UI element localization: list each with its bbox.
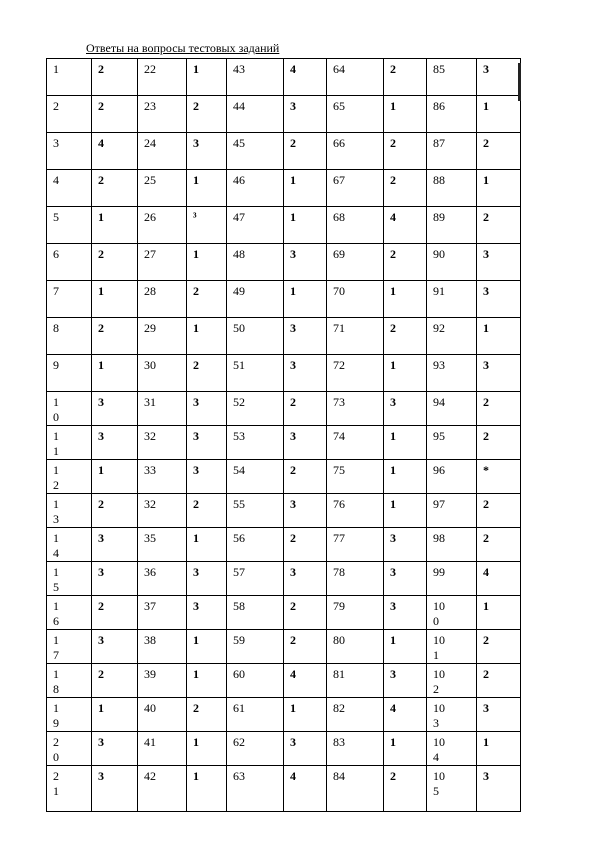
question-number-cell: 89 bbox=[427, 207, 477, 244]
table-row bbox=[47, 766, 521, 812]
question-number-cell: 87 bbox=[427, 133, 477, 170]
question-number-cell: 78 bbox=[327, 562, 384, 596]
table-row bbox=[47, 281, 521, 318]
question-number-cell: 55 bbox=[227, 494, 284, 528]
question-number-cell: 1 5 bbox=[47, 562, 92, 596]
table-row bbox=[47, 392, 521, 426]
answer-cell: 2 bbox=[92, 244, 138, 281]
question-number-cell: 36 bbox=[138, 562, 187, 596]
answer-cell: 3 bbox=[384, 596, 427, 630]
answer-cell: 1 bbox=[477, 732, 521, 766]
answer-cell: 1 bbox=[384, 96, 427, 133]
table-row bbox=[47, 207, 521, 244]
answer-cell: 3 bbox=[284, 96, 327, 133]
question-number-cell: 1 bbox=[47, 59, 92, 96]
answer-cell: 1 bbox=[92, 355, 138, 392]
answer-cell: 2 bbox=[187, 494, 227, 528]
question-number-cell: 45 bbox=[227, 133, 284, 170]
answer-cell: 1 bbox=[187, 318, 227, 355]
question-number-cell: 46 bbox=[227, 170, 284, 207]
question-number-cell: 44 bbox=[227, 96, 284, 133]
question-number-cell: 41 bbox=[138, 732, 187, 766]
question-number-cell: 68 bbox=[327, 207, 384, 244]
answer-cell: 3 bbox=[477, 59, 521, 96]
answer-cell: 3 bbox=[92, 562, 138, 596]
answer-cell: 2 bbox=[92, 96, 138, 133]
answer-cell: 3 bbox=[284, 318, 327, 355]
question-number-cell: 7 bbox=[47, 281, 92, 318]
answer-cell: 3 bbox=[384, 664, 427, 698]
answer-cell: 3 bbox=[477, 281, 521, 318]
answer-cell: 3 bbox=[284, 426, 327, 460]
question-number-cell: 73 bbox=[327, 392, 384, 426]
answer-cell: 3 bbox=[187, 133, 227, 170]
question-number-cell: 99 bbox=[427, 562, 477, 596]
answer-cell: 3 bbox=[477, 355, 521, 392]
question-number-cell: 1 3 bbox=[47, 494, 92, 528]
answer-cell: 3 bbox=[384, 528, 427, 562]
answer-cell: 4 bbox=[92, 133, 138, 170]
question-number-cell: 2 bbox=[47, 96, 92, 133]
table-row bbox=[47, 460, 521, 494]
question-number-cell: 60 bbox=[227, 664, 284, 698]
answer-cell: 1 bbox=[187, 766, 227, 812]
table-row bbox=[47, 494, 521, 528]
answer-cell: 3 bbox=[92, 426, 138, 460]
answer-cell: 1 bbox=[284, 698, 327, 732]
answer-cell: 3 bbox=[477, 766, 521, 812]
question-number-cell: 24 bbox=[138, 133, 187, 170]
answer-cell: 2 bbox=[187, 96, 227, 133]
question-number-cell: 79 bbox=[327, 596, 384, 630]
question-number-cell: 56 bbox=[227, 528, 284, 562]
table-row bbox=[47, 426, 521, 460]
answer-cell: 1 bbox=[92, 698, 138, 732]
question-number-cell: 97 bbox=[427, 494, 477, 528]
question-number-cell: 6 bbox=[47, 244, 92, 281]
table-row bbox=[47, 355, 521, 392]
answer-cell: 3 bbox=[284, 562, 327, 596]
question-number-cell: 8 bbox=[47, 318, 92, 355]
answer-cell: 2 bbox=[477, 207, 521, 244]
answer-cell: 2 bbox=[477, 528, 521, 562]
answer-cell: 1 bbox=[477, 170, 521, 207]
table-row bbox=[47, 59, 521, 96]
answer-cell: 1 bbox=[384, 460, 427, 494]
question-number-cell: 1 6 bbox=[47, 596, 92, 630]
question-number-cell: 50 bbox=[227, 318, 284, 355]
question-number-cell: 42 bbox=[138, 766, 187, 812]
question-number-cell: 70 bbox=[327, 281, 384, 318]
answer-cell: 2 bbox=[477, 664, 521, 698]
answer-cell: 2 bbox=[384, 170, 427, 207]
answer-cell: 2 bbox=[92, 664, 138, 698]
table-row bbox=[47, 318, 521, 355]
answer-cell: 4 bbox=[384, 698, 427, 732]
answer-cell: 2 bbox=[477, 426, 521, 460]
table-row bbox=[47, 96, 521, 133]
answer-cell: 3 bbox=[92, 392, 138, 426]
question-number-cell: 84 bbox=[327, 766, 384, 812]
question-number-cell: 71 bbox=[327, 318, 384, 355]
question-number-cell: 80 bbox=[327, 630, 384, 664]
answer-cell: 2 bbox=[384, 766, 427, 812]
answer-cell: 4 bbox=[384, 207, 427, 244]
question-number-cell: 59 bbox=[227, 630, 284, 664]
question-number-cell: 91 bbox=[427, 281, 477, 318]
question-number-cell: 61 bbox=[227, 698, 284, 732]
question-number-cell: 66 bbox=[327, 133, 384, 170]
question-number-cell: 49 bbox=[227, 281, 284, 318]
answer-cell: 2 bbox=[284, 528, 327, 562]
question-number-cell: 83 bbox=[327, 732, 384, 766]
answer-cell: 3 bbox=[92, 528, 138, 562]
question-number-cell: 62 bbox=[227, 732, 284, 766]
question-number-cell: 37 bbox=[138, 596, 187, 630]
table-row bbox=[47, 664, 521, 698]
question-number-cell: 39 bbox=[138, 664, 187, 698]
answer-cell: 3 bbox=[477, 698, 521, 732]
answer-cell: 1 bbox=[384, 630, 427, 664]
answer-cell: 1 bbox=[284, 170, 327, 207]
answer-cell: 2 bbox=[384, 59, 427, 96]
table-row bbox=[47, 698, 521, 732]
answer-cell: 2 bbox=[284, 630, 327, 664]
answer-cell: 3 bbox=[187, 460, 227, 494]
table-row bbox=[47, 596, 521, 630]
answer-cell: 2 bbox=[477, 494, 521, 528]
answer-cell: 3 bbox=[187, 596, 227, 630]
question-number-cell: 28 bbox=[138, 281, 187, 318]
answer-cell: 1 bbox=[187, 59, 227, 96]
answer-cell: 1 bbox=[384, 355, 427, 392]
question-number-cell: 30 bbox=[138, 355, 187, 392]
question-number-cell: 40 bbox=[138, 698, 187, 732]
answer-cell: 1 bbox=[187, 630, 227, 664]
question-number-cell: 32 bbox=[138, 494, 187, 528]
question-number-cell: 58 bbox=[227, 596, 284, 630]
answer-cell: 1 bbox=[92, 460, 138, 494]
question-number-cell: 48 bbox=[227, 244, 284, 281]
question-number-cell: 82 bbox=[327, 698, 384, 732]
question-number-cell: 52 bbox=[227, 392, 284, 426]
answer-cell: 2 bbox=[477, 133, 521, 170]
question-number-cell: 10 2 bbox=[427, 664, 477, 698]
answer-cell: 4 bbox=[284, 59, 327, 96]
answer-cell: 1 bbox=[92, 281, 138, 318]
answer-cell: 3 bbox=[284, 244, 327, 281]
question-number-cell: 75 bbox=[327, 460, 384, 494]
question-number-cell: 98 bbox=[427, 528, 477, 562]
answer-cell: 3 bbox=[187, 562, 227, 596]
answer-cell: 1 bbox=[384, 426, 427, 460]
answer-cell: 1 bbox=[477, 96, 521, 133]
answer-cell: 2 bbox=[384, 244, 427, 281]
question-number-cell: 54 bbox=[227, 460, 284, 494]
question-number-cell: 2 0 bbox=[47, 732, 92, 766]
answer-cell: * bbox=[477, 460, 521, 494]
answer-cell: 1 bbox=[284, 207, 327, 244]
question-number-cell: 9 bbox=[47, 355, 92, 392]
question-number-cell: 90 bbox=[427, 244, 477, 281]
table-row bbox=[47, 732, 521, 766]
answer-cell: 2 bbox=[187, 355, 227, 392]
answer-cell: 1 bbox=[92, 207, 138, 244]
answer-cell: 1 bbox=[187, 244, 227, 281]
table-row bbox=[47, 562, 521, 596]
answer-cell: 3 bbox=[284, 494, 327, 528]
question-number-cell: 92 bbox=[427, 318, 477, 355]
answer-cell: 3 bbox=[284, 355, 327, 392]
question-number-cell: 77 bbox=[327, 528, 384, 562]
question-number-cell: 65 bbox=[327, 96, 384, 133]
question-number-cell: 1 0 bbox=[47, 392, 92, 426]
question-number-cell: 47 bbox=[227, 207, 284, 244]
answer-cell: 2 bbox=[384, 133, 427, 170]
answer-cell: ³ bbox=[187, 207, 227, 244]
answer-cell: 2 bbox=[284, 392, 327, 426]
answer-cell: 3 bbox=[284, 732, 327, 766]
answer-cell: 3 bbox=[384, 562, 427, 596]
answer-cell: 1 bbox=[187, 732, 227, 766]
question-number-cell: 5 bbox=[47, 207, 92, 244]
answer-cell: 1 bbox=[187, 528, 227, 562]
answer-cell: 3 bbox=[384, 392, 427, 426]
question-number-cell: 31 bbox=[138, 392, 187, 426]
question-number-cell: 85 bbox=[427, 59, 477, 96]
answer-cell: 1 bbox=[384, 494, 427, 528]
question-number-cell: 64 bbox=[327, 59, 384, 96]
answer-cell: 2 bbox=[92, 318, 138, 355]
answer-cell: 2 bbox=[477, 392, 521, 426]
question-number-cell: 51 bbox=[227, 355, 284, 392]
answer-cell: 3 bbox=[187, 392, 227, 426]
answer-cell: 3 bbox=[187, 426, 227, 460]
question-number-cell: 74 bbox=[327, 426, 384, 460]
answer-cell: 2 bbox=[92, 59, 138, 96]
answer-cell: 2 bbox=[284, 460, 327, 494]
question-number-cell: 86 bbox=[427, 96, 477, 133]
question-number-cell: 10 0 bbox=[427, 596, 477, 630]
answer-cell: 2 bbox=[384, 318, 427, 355]
answer-cell: 4 bbox=[284, 766, 327, 812]
question-number-cell: 3 bbox=[47, 133, 92, 170]
question-number-cell: 88 bbox=[427, 170, 477, 207]
answer-cell: 2 bbox=[92, 494, 138, 528]
table-row bbox=[47, 528, 521, 562]
question-number-cell: 63 bbox=[227, 766, 284, 812]
question-number-cell: 1 7 bbox=[47, 630, 92, 664]
question-number-cell: 69 bbox=[327, 244, 384, 281]
question-number-cell: 72 bbox=[327, 355, 384, 392]
question-number-cell: 43 bbox=[227, 59, 284, 96]
table-row bbox=[47, 170, 521, 207]
question-number-cell: 1 8 bbox=[47, 664, 92, 698]
answer-cell: 1 bbox=[284, 281, 327, 318]
question-number-cell: 22 bbox=[138, 59, 187, 96]
answer-cell: 2 bbox=[477, 630, 521, 664]
answer-cell: 2 bbox=[92, 170, 138, 207]
question-number-cell: 25 bbox=[138, 170, 187, 207]
question-number-cell: 1 1 bbox=[47, 426, 92, 460]
question-number-cell: 33 bbox=[138, 460, 187, 494]
table-row bbox=[47, 133, 521, 170]
answer-cell: 2 bbox=[284, 596, 327, 630]
answer-cell: 1 bbox=[187, 170, 227, 207]
page-title: Ответы на вопросы тестовых заданий bbox=[86, 41, 280, 55]
answer-cell: 2 bbox=[187, 698, 227, 732]
question-number-cell: 29 bbox=[138, 318, 187, 355]
question-number-cell: 35 bbox=[138, 528, 187, 562]
table-row bbox=[47, 630, 521, 664]
answer-cell: 1 bbox=[384, 281, 427, 318]
question-number-cell: 57 bbox=[227, 562, 284, 596]
question-number-cell: 1 4 bbox=[47, 528, 92, 562]
answers-table bbox=[46, 58, 521, 812]
question-number-cell: 94 bbox=[427, 392, 477, 426]
question-number-cell: 38 bbox=[138, 630, 187, 664]
answer-cell: 1 bbox=[187, 664, 227, 698]
question-number-cell: 10 3 bbox=[427, 698, 477, 732]
table-row bbox=[47, 244, 521, 281]
question-number-cell: 81 bbox=[327, 664, 384, 698]
answers-table-body bbox=[47, 59, 521, 812]
question-number-cell: 1 9 bbox=[47, 698, 92, 732]
question-number-cell: 93 bbox=[427, 355, 477, 392]
answer-cell: 3 bbox=[92, 630, 138, 664]
question-number-cell: 76 bbox=[327, 494, 384, 528]
question-number-cell: 96 bbox=[427, 460, 477, 494]
question-number-cell: 2 1 bbox=[47, 766, 92, 812]
answer-cell: 1 bbox=[477, 318, 521, 355]
answer-cell: 2 bbox=[284, 133, 327, 170]
question-number-cell: 95 bbox=[427, 426, 477, 460]
question-number-cell: 27 bbox=[138, 244, 187, 281]
question-number-cell: 10 4 bbox=[427, 732, 477, 766]
answer-cell: 3 bbox=[92, 732, 138, 766]
answer-cell: 3 bbox=[92, 766, 138, 812]
question-number-cell: 10 1 bbox=[427, 630, 477, 664]
question-number-cell: 23 bbox=[138, 96, 187, 133]
question-number-cell: 67 bbox=[327, 170, 384, 207]
question-number-cell: 4 bbox=[47, 170, 92, 207]
answer-cell: 1 bbox=[384, 732, 427, 766]
question-number-cell: 53 bbox=[227, 426, 284, 460]
answer-cell: 1 bbox=[477, 596, 521, 630]
question-number-cell: 1 2 bbox=[47, 460, 92, 494]
answer-cell: 2 bbox=[187, 281, 227, 318]
question-number-cell: 32 bbox=[138, 426, 187, 460]
answer-cell: 4 bbox=[284, 664, 327, 698]
answer-cell: 3 bbox=[477, 244, 521, 281]
answer-cell: 4 bbox=[477, 562, 521, 596]
page-edge-mark bbox=[518, 63, 521, 101]
answer-cell: 2 bbox=[92, 596, 138, 630]
question-number-cell: 26 bbox=[138, 207, 187, 244]
question-number-cell: 10 5 bbox=[427, 766, 477, 812]
